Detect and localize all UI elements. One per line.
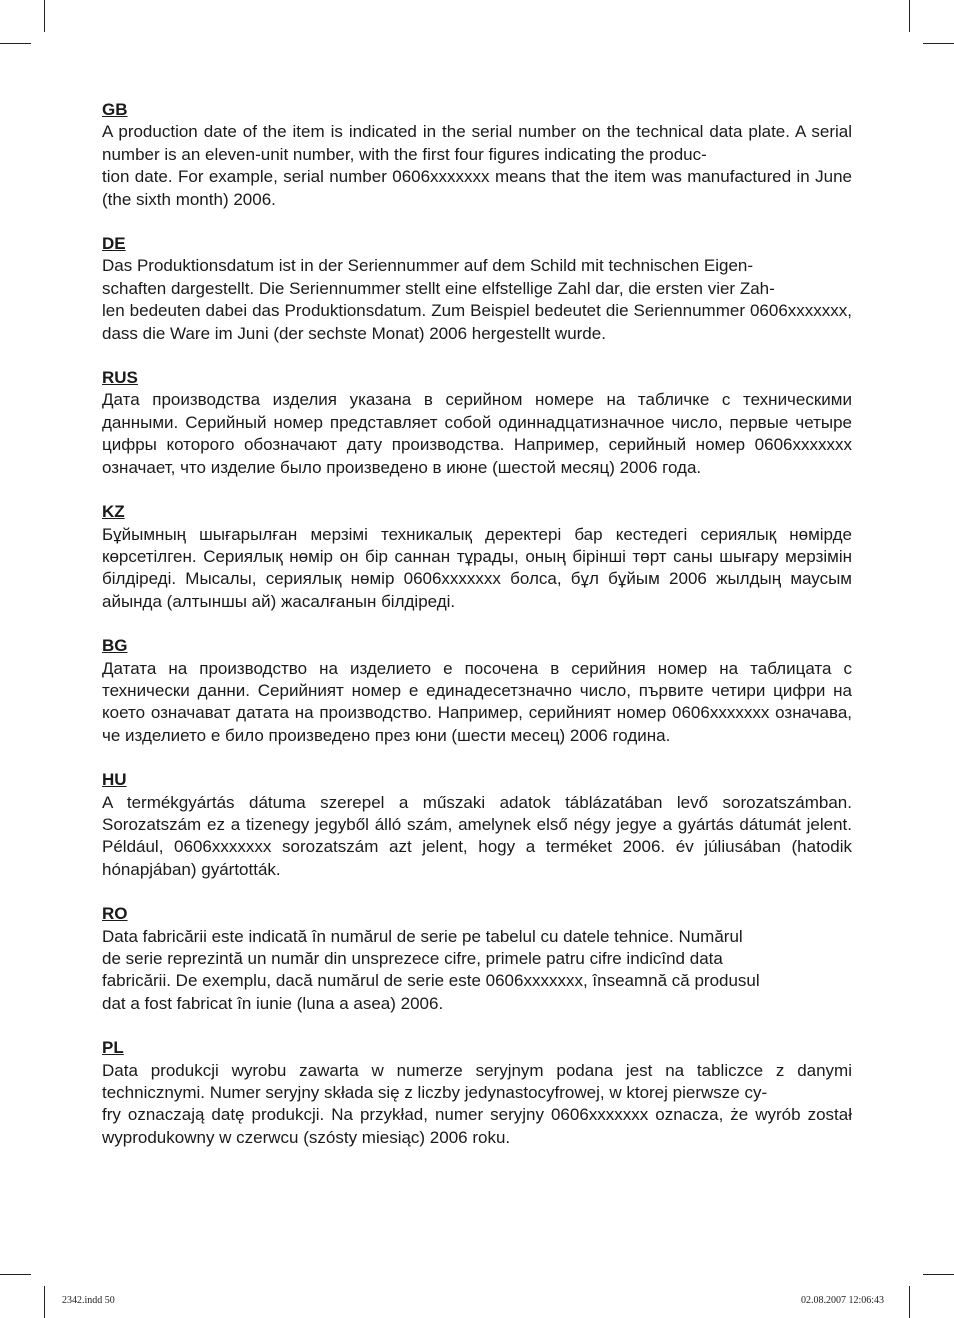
- crop-mark-top-left-horizontal: [0, 43, 31, 44]
- section-bg: [102, 635, 852, 747]
- crop-mark-top-right-vertical: [909, 0, 910, 32]
- section-rus: [102, 367, 852, 479]
- language-code: RUS: [102, 368, 138, 388]
- section-text: Data fabricării este indicată în numărul de serie pe tabelul cu datele tehnice. Numărul de serie reprezintă un număr din unsprezece cifre, primele patru cifre indicînd data fabricării. De exemplu, dacă numărul de serie este 0606xxxxxxx, înseamnă că produsul dat a fost fabricat în iunie (luna a asea) 2006.: [102, 926, 760, 1013]
- language-code: GB: [102, 100, 128, 119]
- slug-filename: 2342.indd 50: [62, 1295, 115, 1306]
- crop-mark-bottom-left-horizontal: [0, 1274, 31, 1275]
- document-body: [102, 99, 852, 1149]
- section-text: Дата производства изделия указана в серийном номере на табличке с техническими данными. Серийный номер представляет собой одиннадцатизначное число, первые четыре цифры которого обозначают дату производства. Например, серийный номер 0606xxxxxxx означает, что изделие было произведено в июне (шестой месяц) 2006 года.: [102, 390, 852, 477]
- slug-timestamp: 02.08.2007 12:06:43: [800, 1295, 884, 1306]
- section-pl: [102, 1037, 852, 1149]
- section-text: A termékgyártás dátuma szerepel a műszaki adatok táblázatában levő sorozatszámban. Sorozatszám ez a tizenegy jegyből álló szám, amelynek első négy jegye a gyártás dátumát jelent. Például, 0606xxxxxxx sorozatszám azt jelent, hogy a terméket 2006. év júliusában (hatodik hónapjában) gyártották.: [102, 792, 852, 879]
- section-text: Датата на производство на изделието е посочена в серийния номер на таблицата с технически данни. Серийният номер е единадесетзначно число, първите четири цифри на което означават датата на производство. Например, серийният номер 0606xxxxxxx означава, че изделието е било произведено през юни (шести месец) 2006 година.: [102, 658, 852, 745]
- language-code: DE: [102, 234, 126, 254]
- section-text: Data produkcji wyrobu zawarta w numerze seryjnym podana jest na tabliczce z danymi technicznymi. Numer seryjny składa się z liczby jedynastocyfrowej, w ktorej pierwsze cy- fry oznaczają datę produkcji. Na przykład, numer seryjny 0606xxxxxxx oznacza, że wyrób został wyprodukowny w czerwcu (szósty miesiąc) 2006 roku.: [102, 1060, 852, 1147]
- section-gb: [102, 99, 852, 211]
- section-text: Das Produktionsdatum ist in der Seriennummer auf dem Schild mit technischen Eigen- schaften dargestellt. Die Seriennummer stellt eine elfstellige Zahl dar, die ersten vier Zah- len bedeuten dabei das Produktionsdatum. Zum Beispiel bedeutet die Seriennummer 0606xxxxxxx, dass die Ware im Juni (der sechste Monat) 2006 hergestellt wurde.: [102, 256, 852, 343]
- section-hu: [102, 769, 852, 881]
- section-kz: [102, 501, 852, 613]
- section-text: Бұйымның шығарылған мерзімі техникалық деректері бар кестедегі сериялық нөмірде көрсетілген. Сериялық нөмір он бір саннан тұрады, оның бірінші төрт саны шығару мерзімін білдіреді. Мысалы, сериялық нөмір 0606xxxxxxx болса, бұл бұйым 2006 жылдың маусым айында (алтыншы ай) жасалғанын білдіреді.: [102, 524, 852, 611]
- crop-mark-top-right-horizontal: [923, 43, 954, 44]
- language-code: BG: [102, 636, 128, 656]
- crop-mark-bottom-right-vertical: [909, 1286, 910, 1318]
- section-text: A production date of the item is indicated in the serial number on the technical data plate. A serial number is an eleven-unit number, with the first four figures indicating the produc- tion date. For example, serial number 0606xxxxxxx means that the item was manufactured in June (the sixth month) 2006.: [102, 122, 852, 209]
- section-ro: [102, 903, 852, 1015]
- section-de: [102, 233, 852, 345]
- language-code: PL: [102, 1038, 124, 1058]
- crop-mark-bottom-left-vertical: [44, 1286, 45, 1318]
- crop-mark-top-left-vertical: [44, 0, 45, 32]
- language-code: RO: [102, 904, 128, 924]
- language-code: KZ: [102, 502, 125, 522]
- language-code: HU: [102, 770, 127, 790]
- crop-mark-bottom-right-horizontal: [923, 1274, 954, 1275]
